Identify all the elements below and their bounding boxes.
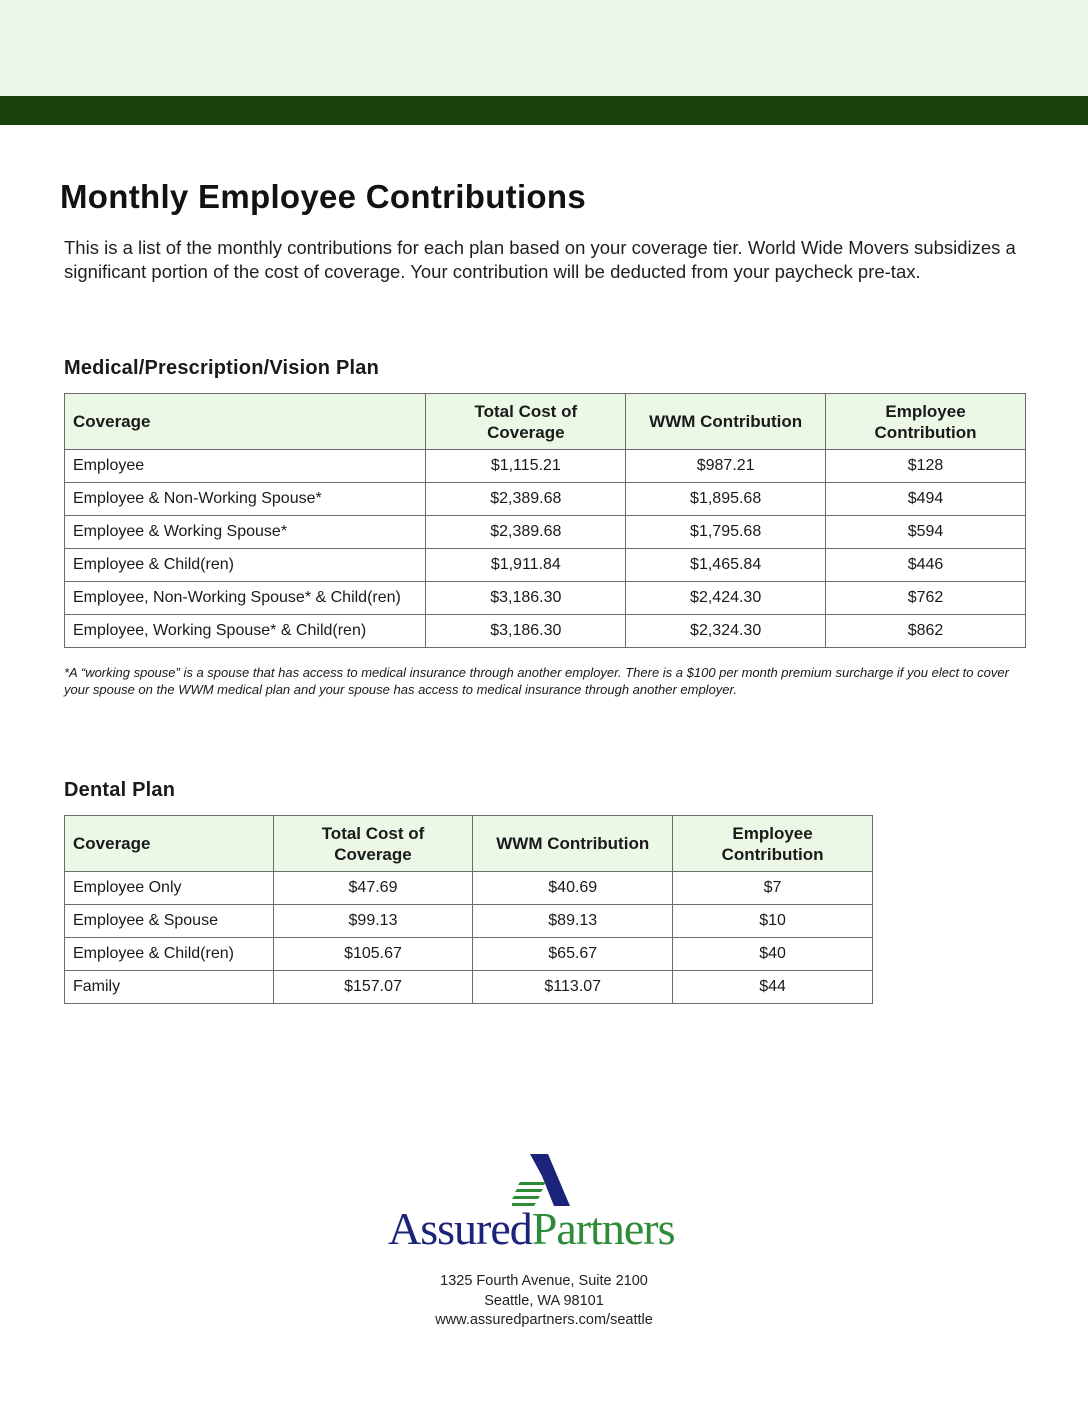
employee-contribution-cell: $762 [826, 582, 1026, 615]
total-cost-cell: $2,389.68 [426, 516, 626, 549]
coverage-cell: Employee [65, 450, 426, 483]
wwm-contribution-cell: $89.13 [473, 905, 673, 938]
coverage-cell: Employee & Working Spouse* [65, 516, 426, 549]
total-cost-cell: $1,115.21 [426, 450, 626, 483]
column-header-wwm-contribution: WWM Contribution [626, 394, 826, 450]
coverage-cell: Employee, Non-Working Spouse* & Child(ren) [65, 582, 426, 615]
coverage-cell: Family [65, 971, 274, 1004]
total-cost-cell: $2,389.68 [426, 483, 626, 516]
assured-partners-logo [388, 1150, 700, 1260]
working-spouse-footnote: *A “working spouse” is a spouse that has access to medical insurance through another employer. There is a $100 per month premium surcharge if you elect to cover your spouse on the WWM medical plan and your spouse has access to medical insurance through another employer. [64, 665, 1009, 697]
table-row [65, 582, 1026, 615]
table-row [65, 971, 873, 1004]
footer-address [344, 1272, 744, 1331]
total-cost-cell: $47.69 [273, 872, 473, 905]
column-header-employee-contribution: Employee Contribution [673, 816, 873, 872]
coverage-cell: Employee & Non-Working Spouse* [65, 483, 426, 516]
employee-contribution-cell: $862 [826, 615, 1026, 648]
address-line-2: Seattle, WA 98101 [484, 1292, 604, 1309]
table-row [65, 938, 873, 971]
employee-contribution-cell: $446 [826, 549, 1026, 582]
wwm-contribution-cell: $987.21 [626, 450, 826, 483]
coverage-cell: Employee & Child(ren) [65, 549, 426, 582]
wwm-contribution-cell: $1,795.68 [626, 516, 826, 549]
employee-contribution-cell: $7 [673, 872, 873, 905]
address-line-1: 1325 Fourth Avenue, Suite 2100 [440, 1273, 648, 1289]
total-cost-cell: $105.67 [273, 938, 473, 971]
employee-contribution-cell: $594 [826, 516, 1026, 549]
wwm-contribution-cell: $65.67 [473, 938, 673, 971]
dental-plan-table [64, 815, 873, 1004]
wwm-contribution-cell: $2,324.30 [626, 615, 826, 648]
column-header-wwm-contribution: WWM Contribution [473, 816, 673, 872]
employee-contribution-cell: $44 [673, 971, 873, 1004]
page-title: Monthly Employee Contributions [60, 178, 586, 215]
website-link[interactable]: www.assuredpartners.com/seattle [435, 1312, 653, 1328]
intro-paragraph: This is a list of the monthly contributions for each plan based on your coverage tier. World Wide Movers subsidizes a significant portion of the cost of coverage. Your contribution will be deducted from your paycheck pre-tax. [64, 237, 1016, 282]
column-header-total-cost: Total Cost of Coverage [273, 816, 473, 872]
wwm-contribution-cell: $40.69 [473, 872, 673, 905]
logo-wordmark: AssuredPartners [388, 1203, 675, 1254]
table-row [65, 483, 1026, 516]
total-cost-cell: $3,186.30 [426, 582, 626, 615]
wwm-contribution-cell: $1,465.84 [626, 549, 826, 582]
coverage-cell: Employee, Working Spouse* & Child(ren) [65, 615, 426, 648]
table-row [65, 905, 873, 938]
column-header-employee-contribution: Employee Contribution [826, 394, 1026, 450]
header-bar [0, 96, 1088, 125]
employee-contribution-cell: $40 [673, 938, 873, 971]
table-row [65, 450, 1026, 483]
total-cost-cell: $3,186.30 [426, 615, 626, 648]
table-row [65, 615, 1026, 648]
wwm-contribution-cell: $2,424.30 [626, 582, 826, 615]
column-header-coverage: Coverage [65, 816, 274, 872]
table-row [65, 872, 873, 905]
table-row [65, 516, 1026, 549]
employee-contribution-cell: $10 [673, 905, 873, 938]
employee-contribution-cell: $128 [826, 450, 1026, 483]
employee-contribution-cell: $494 [826, 483, 1026, 516]
dental-plan-title: Dental Plan [64, 779, 176, 801]
medical-plan-table [64, 393, 1026, 648]
column-header-total-cost: Total Cost of Coverage [426, 394, 626, 450]
total-cost-cell: $1,911.84 [426, 549, 626, 582]
medical-plan-title: Medical/Prescription/Vision Plan [64, 357, 380, 379]
header-band [0, 0, 1088, 96]
coverage-cell: Employee Only [65, 872, 274, 905]
column-header-coverage: Coverage [65, 394, 426, 450]
table-row [65, 549, 1026, 582]
wwm-contribution-cell: $1,895.68 [626, 483, 826, 516]
total-cost-cell: $157.07 [273, 971, 473, 1004]
coverage-cell: Employee & Child(ren) [65, 938, 274, 971]
wwm-contribution-cell: $113.07 [473, 971, 673, 1004]
total-cost-cell: $99.13 [273, 905, 473, 938]
coverage-cell: Employee & Spouse [65, 905, 274, 938]
